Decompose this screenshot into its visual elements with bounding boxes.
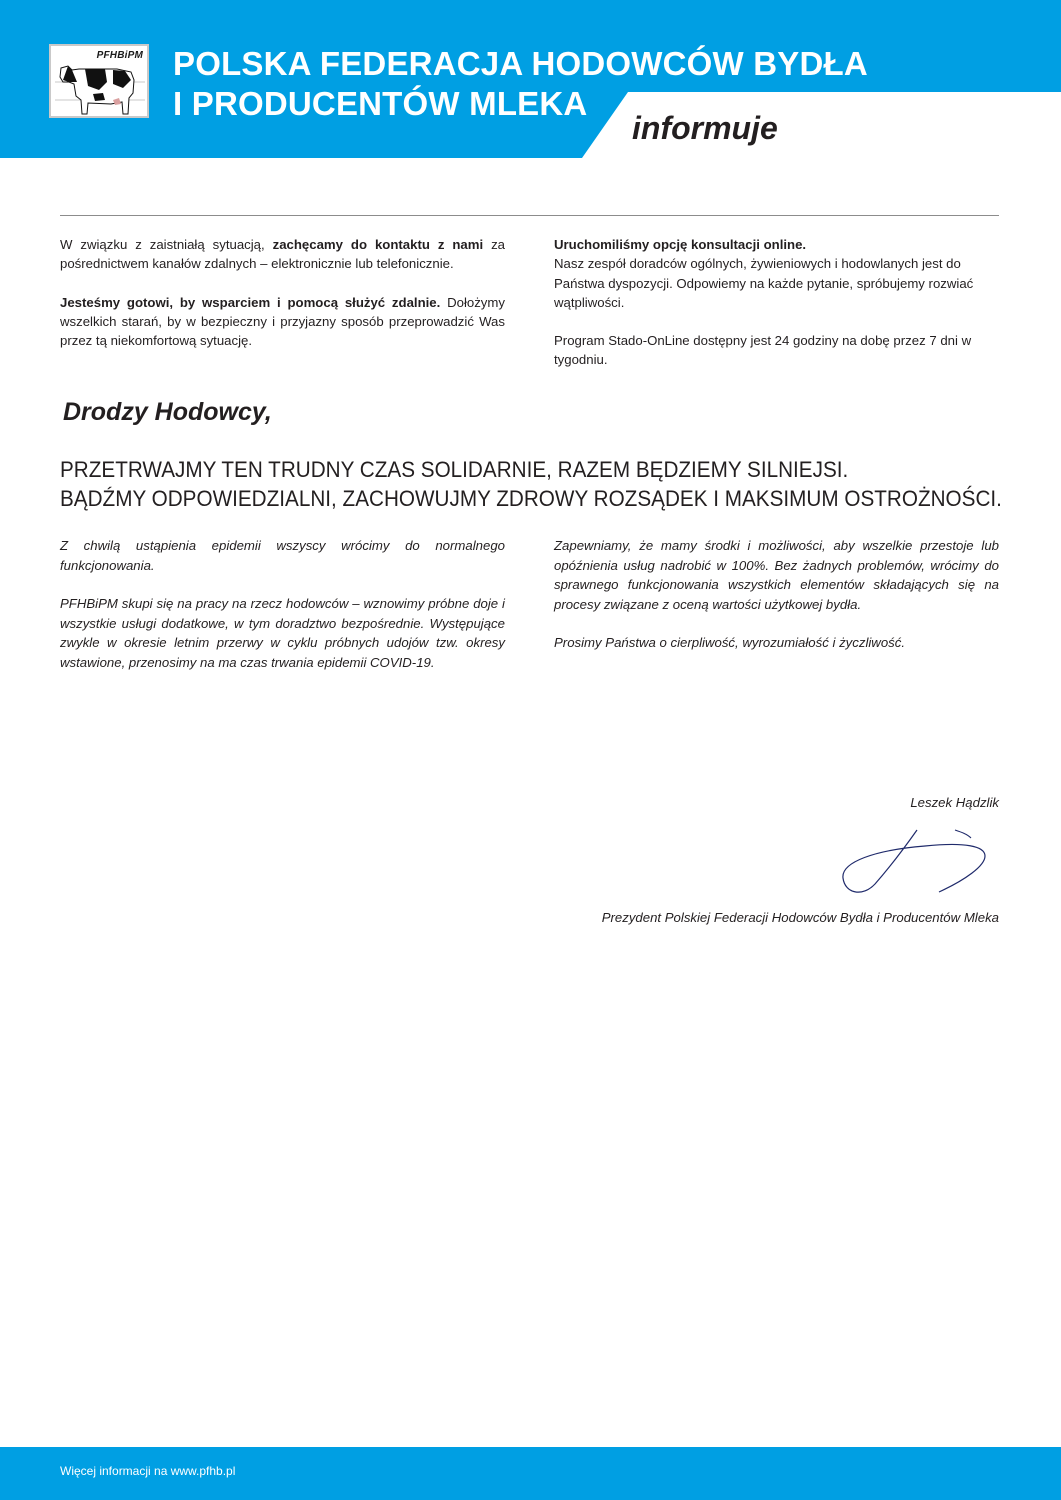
slogan bbox=[60, 455, 1002, 513]
footer bbox=[0, 1447, 1061, 1500]
intro-paragraph bbox=[554, 235, 999, 312]
intro-right-column bbox=[554, 235, 999, 389]
text-span: za pośrednictwem kanałów zdalnych – elektronicznie lub telefonicznie. bbox=[60, 237, 505, 272]
divider bbox=[60, 215, 999, 216]
body-paragraph: Zapewniamy, że mamy środki i możliwości, aby wszelkie przestoje lub opóźnienia usług nadrobić w 100%. Bez żadnych problemów, wrócimy do sprawnego funkcjonowania wszystkich elementów składających się na procesy związane z oceną wartości użytkowej bydła. bbox=[554, 538, 999, 612]
body-paragraph: Prosimy Państwa o cierpliwość, wyrozumiałość i życzliwość. bbox=[554, 635, 906, 650]
body-paragraph: PFHBiPM skupi się na pracy na rzecz hodowców – wznowimy próbne doje i wszystkie usługi dodatkowe, w tym doradztwo bezpośrednie. Występujące zwykle w okresie letnim przerwy w cyklu próbnych udojów tzw. okresy wstawione, przenosimy na ma czas trwania epidemii COVID-19. bbox=[60, 596, 505, 670]
footer-link-text[interactable]: Więcej informacji na www.pfhb.pl bbox=[60, 1464, 236, 1478]
signer-title: Prezydent Polskiej Federacji Hodowców Bydła i Producentów Mleka bbox=[601, 910, 999, 925]
title-line-1: POLSKA FEDERACJA HODOWCÓW BYDŁA bbox=[173, 45, 868, 82]
logo bbox=[49, 44, 149, 118]
text-span: W związku z zaistniałą sytuacją, bbox=[60, 237, 273, 252]
holstein-cow-icon bbox=[55, 60, 145, 116]
text-span: Nasz zespół doradców ogólnych, żywieniowych i hodowlanych jest do Państwa dyspozycji. Odpowiemy na każde pytanie, spróbujemy rozwiać wątpliwości. bbox=[554, 256, 974, 310]
intro-paragraph bbox=[60, 235, 505, 274]
signer-name: Leszek Hądzlik bbox=[910, 795, 999, 810]
intro-paragraph bbox=[60, 293, 505, 351]
slogan-line-1: PRZETRWAJMY TEN TRUDNY CZAS SOLIDARNIE, RAZEM BĘDZIEMY SILNIEJSI. bbox=[60, 457, 849, 482]
emphasis-text: zachęcamy do kontaktu z nami bbox=[272, 237, 484, 252]
intro-paragraph: Program Stado-OnLine dostępny jest 24 godziny na dobę przez 7 dni w tygodniu. bbox=[554, 333, 972, 368]
handwritten-signature bbox=[835, 822, 995, 902]
body-left-column bbox=[60, 536, 505, 691]
emphasis-text: Uruchomiliśmy opcję konsultacji online. bbox=[554, 237, 807, 252]
title-line-2: I PRODUCENTÓW MLEKA bbox=[173, 85, 588, 122]
header-tag: informuje bbox=[632, 110, 778, 146]
body-right-column bbox=[554, 536, 999, 672]
header-banner bbox=[0, 0, 1061, 160]
logo-text: PFHBiPM bbox=[96, 50, 143, 61]
greeting: Drodzy Hodowcy, bbox=[63, 398, 272, 426]
emphasis-text: Jesteśmy gotowi, by wsparciem i pomocą służyć zdalnie. bbox=[60, 294, 441, 310]
body-paragraph: Z chwilą ustąpienia epidemii wszyscy wrócimy do normalnego funkcjonowania. bbox=[60, 538, 505, 573]
intro-left-column bbox=[60, 235, 505, 369]
slogan-line-2: BĄDŹMY ODPOWIEDZIALNI, ZACHOWUJMY ZDROWY ROZSĄDEK I MAKSIMUM OSTROŻNOŚCI. bbox=[60, 486, 1002, 511]
text-span: Dołożymy wszelkich starań, by w bezpieczny i przyjazny sposób przeprowadzić Was przez tą niekomfortową sytuację. bbox=[60, 294, 505, 349]
